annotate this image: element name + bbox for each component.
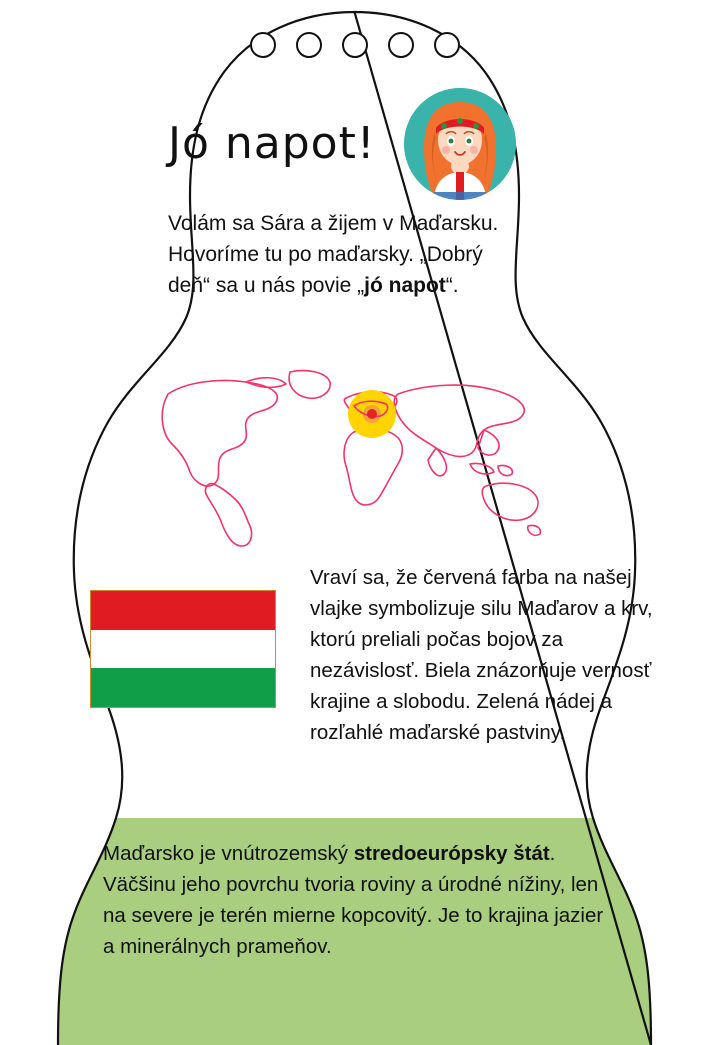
hungary-flag: [90, 590, 276, 708]
binding-hole: [296, 32, 322, 58]
flag-green-stripe: [91, 668, 275, 707]
binding-hole: [388, 32, 414, 58]
binding-hole: [434, 32, 460, 58]
country-facts-paragraph: [103, 838, 613, 962]
band-text-tail: . Väčšinu jeho povrchu tvoria roviny a úrodné nížiny, len na severe je terén mierne kopcovitý. Je to krajina jazier a minerálnych prameňov.: [103, 842, 604, 958]
flag-white-stripe: [91, 630, 275, 669]
intro-text-bold: jó napot: [364, 274, 446, 297]
binding-holes: [0, 32, 709, 58]
flag-paragraph: Vraví sa, že červená farba na našej vlajke symbolizuje silu Maďarov a krv, ktorú preliali počas bojov za nezávislosť. Biela znázorňuje vernosť krajine a slobodu. Zelená nádej a rozľahlé maďarské pastviny.: [310, 566, 653, 744]
intro-paragraph: [168, 208, 508, 301]
page-title: Jó napot!: [168, 118, 376, 169]
intro-text-tail: “.: [445, 274, 459, 297]
intro-text-lead: Volám sa Sára a žijem v Maďarsku. Hovoríme tu po maďarsky. „Dobrý deň“ sa u nás povie „: [168, 212, 499, 297]
world-map: [150, 360, 570, 550]
girl-avatar: [404, 88, 516, 200]
band-text-bold: stredoeurópsky štát: [353, 842, 550, 865]
binding-hole: [342, 32, 368, 58]
band-text-lead: Maďarsko je vnútrozemský: [103, 842, 354, 865]
binding-hole: [250, 32, 276, 58]
flag-red-stripe: [91, 591, 275, 630]
